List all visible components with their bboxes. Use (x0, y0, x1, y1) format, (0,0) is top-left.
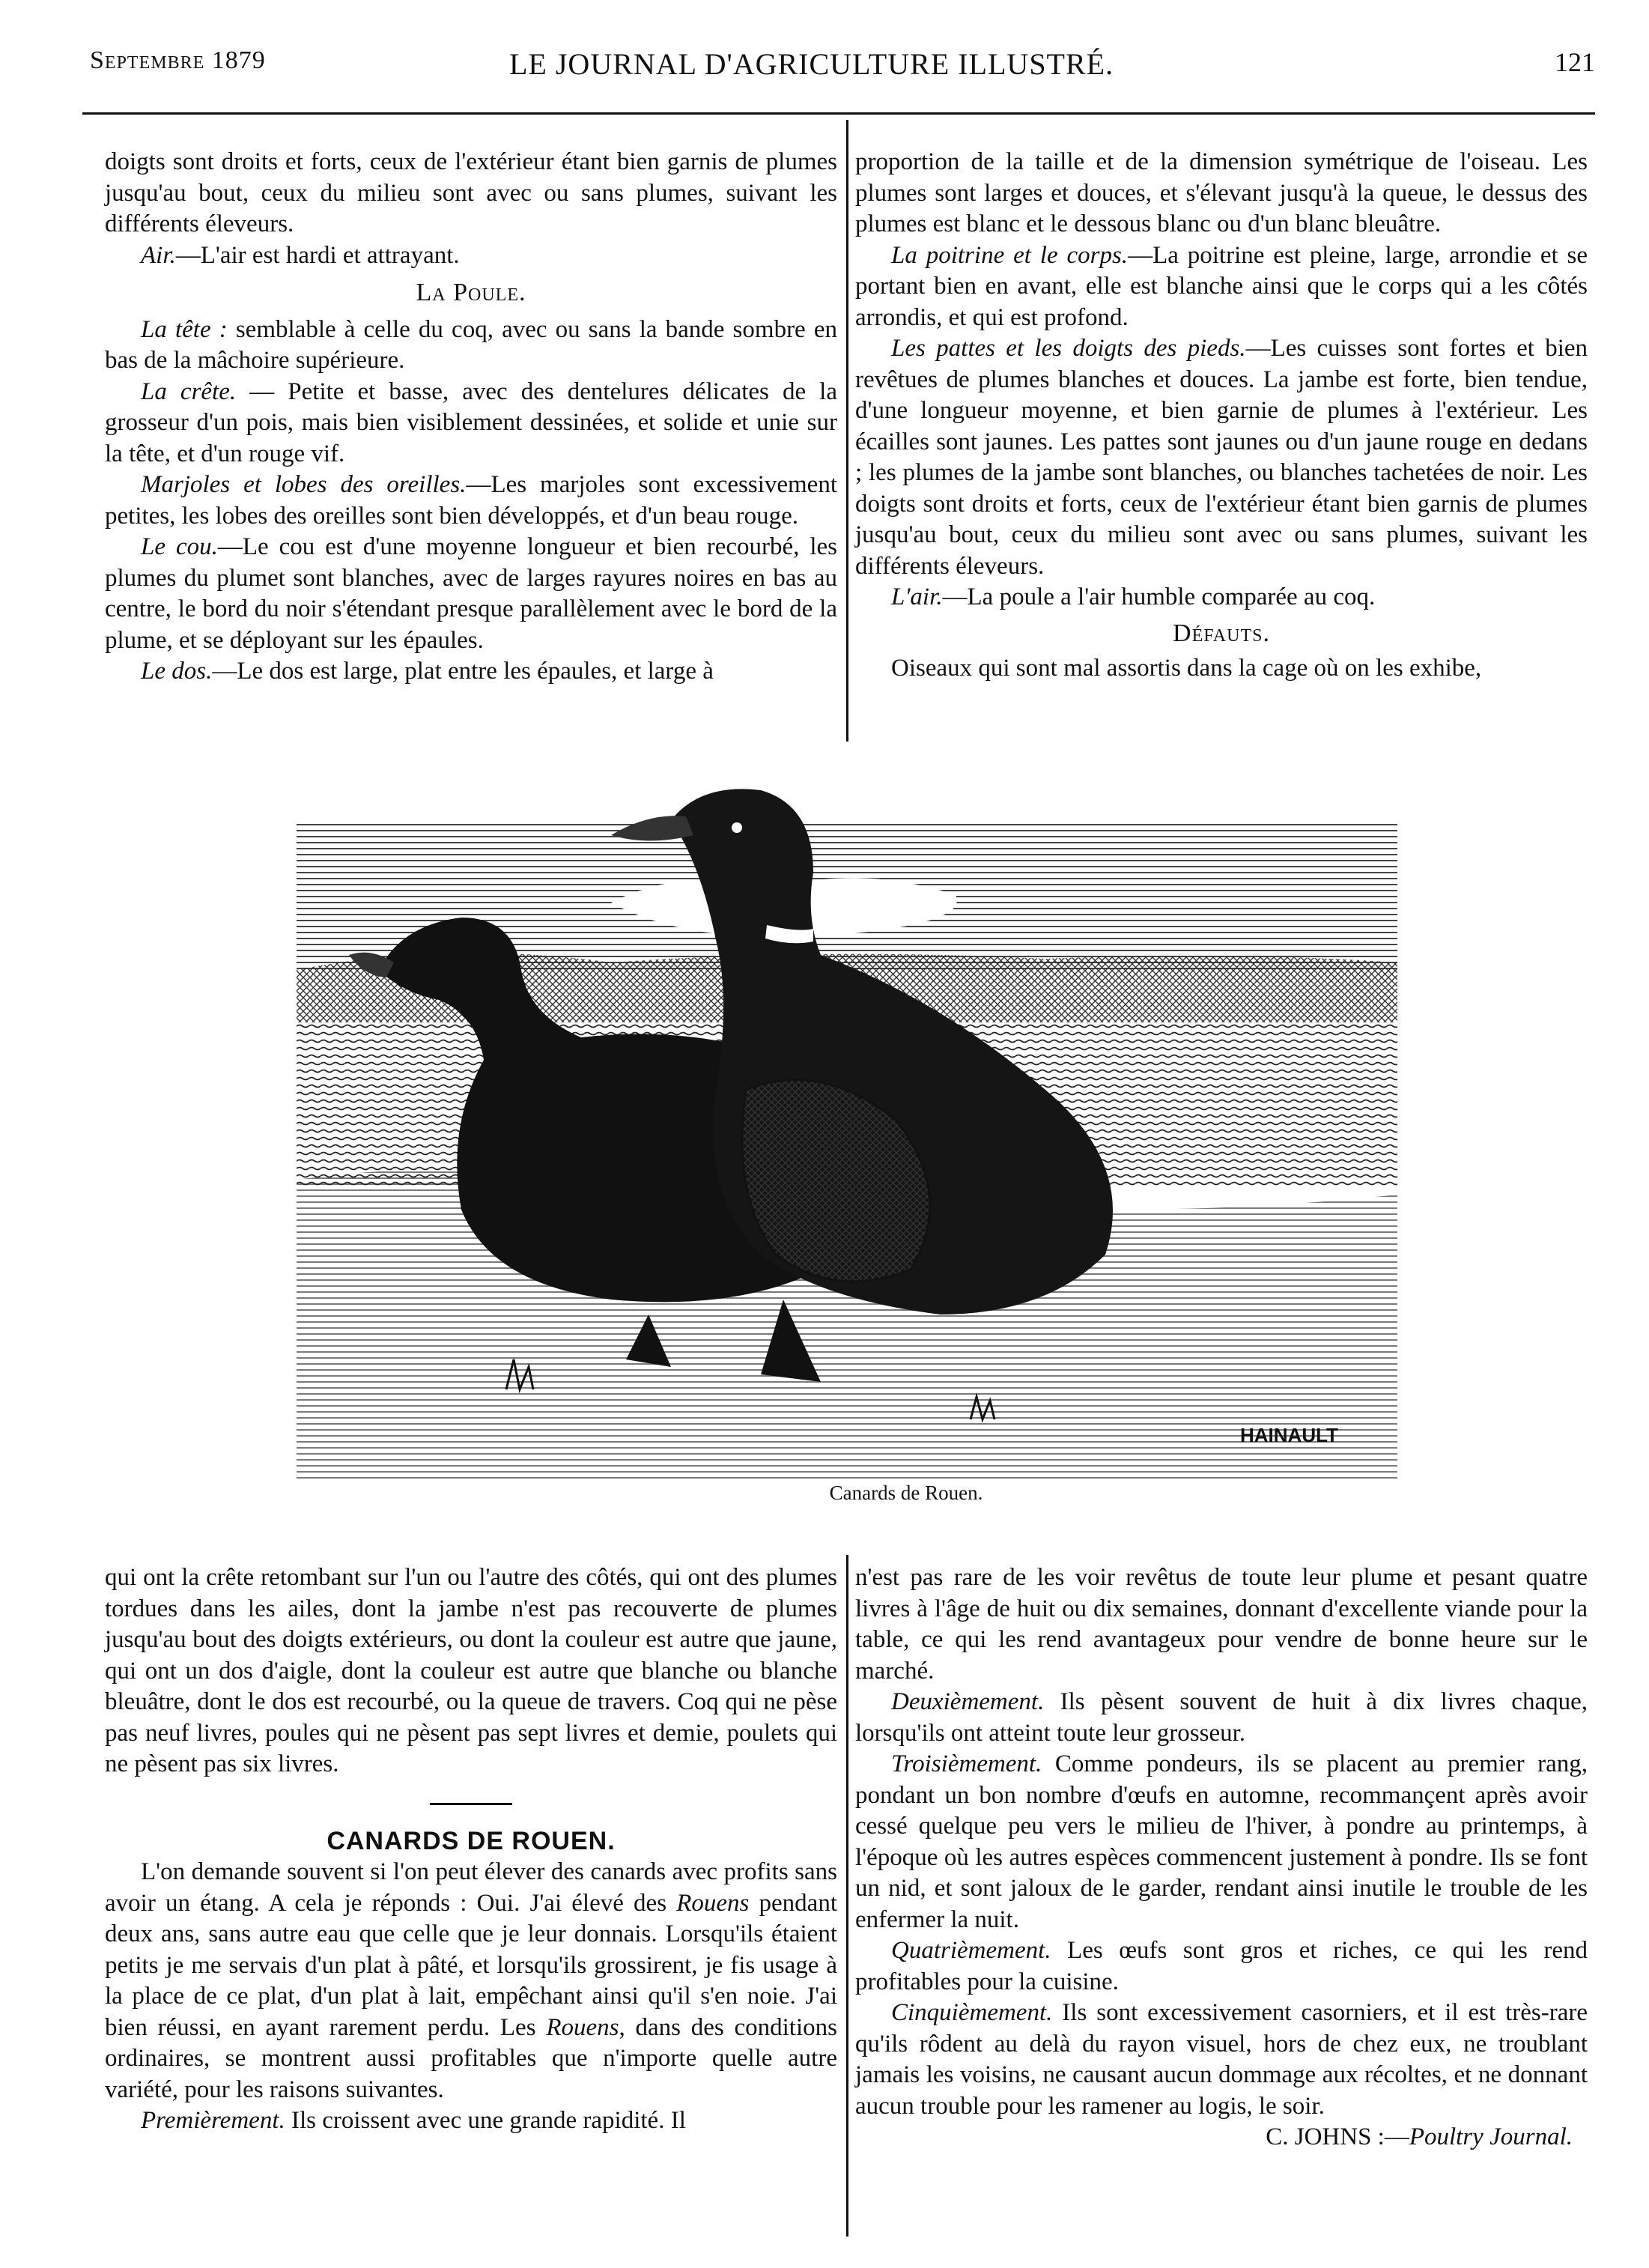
paragraph: L'air.—La poule a l'air humble comparée au coq. (891, 583, 1376, 610)
paragraph: Oiseaux qui sont mal assortis dans la cage où on les exhibe, (891, 655, 1482, 682)
section-heading: La Poule. (416, 279, 526, 306)
top-right-column (855, 147, 1588, 685)
figure-caption: Canards de Rouen. (829, 1482, 983, 1504)
paragraph: n'est pas rare de les voir revêtus de toute leur plume et pesant quatre livres à l'âge de huit ou dix semaines, donnant d'excellente viande pour la table, ce qui les rend avantageux pour vendre de bonne heure sur le marché. (855, 1564, 1588, 1685)
paragraph: qui ont la crête retombant sur l'un ou l'autre des côtés, qui ont des plumes tordues dans les ailes, dont la jambe n'est pas recouverte de plumes jusqu'au bout des doigts extérieurs, ou dont la couleur est autre que jaune, qui ont un dos d'aigle, dont la couleur est autre que blanche ou blanche bleuâtre, dont le dos est recourbé, ou la queue de travers. Coq qui ne pèse pas neuf livres, poules qui ne pèsent pas sept livres et demie, poulets qui ne pèsent pas six livres. (105, 1564, 837, 1777)
header-rule (82, 112, 1595, 115)
bottom-left-column (105, 1562, 837, 2137)
paragraph: Cinquièmement. Ils sont excessivement casorniers, et il est très-rare qu'ils rôdent au delà du rayon visuel, hors de chez eux, ne troublant jamais les voisins, ne causant aucun dommage aux récoltes, et ne donnant aucun trouble pour les ramener au logis, le soir. (855, 1999, 1588, 2120)
column-divider (846, 120, 848, 742)
ducks-engraving (297, 775, 1397, 1479)
paragraph: La poitrine et le corps.—La poitrine est pleine, large, arrondie et se portant bien en avant, elle est blanche ainsi que le corps qui a les côtés arrondis, et qui est profond. (855, 241, 1588, 331)
paragraph: La tête : semblable à celle du coq, avec ou sans la bande sombre en bas de la mâchoire supérieure. (105, 315, 837, 374)
page-number: 121 (1555, 47, 1595, 77)
column-divider (846, 1555, 848, 2237)
paragraph: Deuxièmement. Ils pèsent souvent de huit à dix livres chaque, lorsqu'ils ont atteint toute leur grosseur. (855, 1688, 1588, 1747)
author-signature: C. JOHNS :—Poultry Journal. (1266, 2123, 1573, 2150)
article-title: CANARDS DE ROUEN. (327, 1826, 616, 1855)
paragraph: proportion de la taille et de la dimension symétrique de l'oiseau. Les plumes sont larges et douces, et s'élevant jusqu'à la queue, le dessus des plumes est blanc et le dessous blanc ou d'un blanc bleuâtre. (855, 148, 1588, 237)
paragraph: Air.—L'air est hardi et attrayant. (141, 241, 460, 269)
paragraph: La crête. — Petite et basse, avec des dentelures délicates de la grosseur d'un pois, mais bien visiblement dessinées, et solide et unie sur la tête, et d'un rouge vif. (105, 378, 837, 467)
issue-date: Septembre 1879 (90, 46, 266, 74)
paragraph: L'on demande souvent si l'on peut élever des canards avec profits sans avoir un étang. A cela je réponds : Oui. J'ai élevé des Rouens pendant deux ans, sans autre eau que celle que je leur donnais. Lorsqu'ils étaient petits je me servais d'un plat à pâté, et lorsqu'ils grossirent, je fis usage à la place de ce plat, d'un plat à lait, empêchant ainsi qu'il s'en noie. J'ai bien réussi, en ayant rarement perdu. Les Rouens, dans des conditions ordinaires, se montrent aussi profitables que n'importe quelle autre variété, pour les raisons suivantes. (105, 1858, 838, 2103)
paragraph: Troisièmement. Comme pondeurs, ils se placent au premier rang, pondant un bon nombre d'œufs en automne, recommançent après avoir cessé quelque peu vers le milieu de l'hiver, à pondre au printemps, à l'époque où les autres espèces commencent justement à pondre. Ils se font un nid, et sont jaloux de le garder, rendant ainsi inutile le trouble de les enfermer la nuit. (855, 1750, 1588, 1933)
top-left-column (105, 147, 837, 688)
paragraph: Les pattes et les doigts des pieds.—Les cuisses sont fortes et bien revêtues de plumes blanches et douces. La jambe est forte, bien tendue, d'une longueur moyenne, et bien garnie de plumes à l'extérieur. Les écailles sont jaunes. Les pattes sont jaunes ou d'un jaune rouge en dedans ; les plumes de la jambe sont blanches, ou blanches tachetées de noir. Les doigts sont droits et forts, ceux de l'extérieur étant bien garnis de plumes jusqu'au bout, ceux du milieu sont avec ou sans plumes, suivant les différents éleveurs. (855, 335, 1588, 580)
paragraph: Le cou.—Le cou est d'une moyenne longueur et bien recourbé, les plumes du plumet sont blanches, avec de larges rayures noires en bas au centre, le bord du noir s'étendant presque parallèlement avec le bord de la plume, et se déployant sur les épaules. (105, 533, 837, 654)
bottom-right-column (855, 1562, 1588, 2153)
paragraph: doigts sont droits et forts, ceux de l'extérieur étant bien garnis de plumes jusqu'au bout, ceux du milieu sont avec ou sans plumes, suivant les différents éleveurs. (105, 148, 837, 237)
paragraph: Marjoles et lobes des oreilles.—Les marjoles sont excessivement petites, les lobes des oreilles sont bien développés, et d'un beau rouge. (105, 471, 837, 530)
drake-eye (732, 822, 742, 833)
engraver-signature: HAINAULT (1240, 1424, 1338, 1446)
paragraph: Premièrement. Ils croissent avec une grande rapidité. Il (141, 2107, 686, 2134)
paragraph: Quatrièmement. Les œufs sont gros et riches, ce qui les rend profitables pour la cuisine. (855, 1937, 1588, 1995)
page-header (90, 46, 1595, 88)
journal-title: LE JOURNAL D'AGRICULTURE ILLUSTRÉ. (509, 47, 1114, 81)
paragraph: Le dos.—Le dos est large, plat entre les épaules, et large à (141, 658, 714, 685)
section-heading: Défauts. (1173, 619, 1270, 647)
section-divider (430, 1803, 512, 1805)
